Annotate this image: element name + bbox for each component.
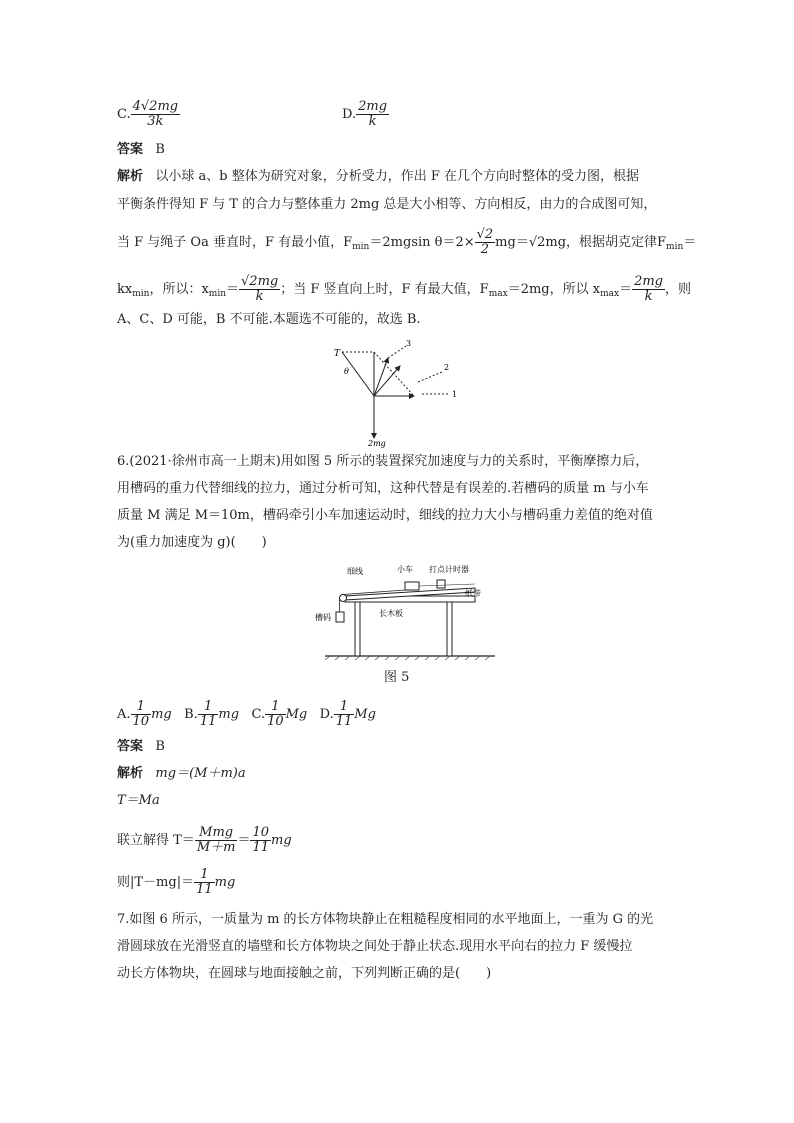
q6-option-c-den: 10: [267, 714, 284, 729]
q6-eq4-prefix: 则|T－mg|＝: [117, 875, 195, 890]
label-3: 3: [406, 339, 412, 348]
q6-analysis-label: 解析: [117, 766, 144, 781]
q6-option-c-unit: Mg: [285, 707, 308, 722]
q6-option-d: [319, 699, 376, 729]
q6-option-a-frac: [131, 700, 152, 729]
q5-l4-sub-min: min: [132, 289, 150, 299]
q6-options: [117, 700, 376, 729]
label-tape: 纸带: [465, 589, 481, 598]
q6-eq4-suffix: mg: [214, 875, 236, 890]
q5-option-c-den: 3k: [147, 114, 164, 129]
label-theta: θ: [344, 367, 349, 376]
q5-l4-frac-num: √2mg: [241, 274, 279, 289]
q5-l4c: ＝: [226, 282, 240, 297]
q6-option-b-frac: [198, 700, 219, 729]
q6-line1: 6.(2021·徐州市高一上期末)用如图 5 所示的装置探究加速度与力的关系时，平衡摩擦力后，: [117, 454, 649, 469]
q5-l4-frac2-den: k: [644, 289, 653, 304]
q5-analysis-text1: 以小球 a、b 整体为研究对象，分析受力，作出 F 在几个方向时整体的受力图，根据: [155, 169, 640, 184]
q6-eq3-suffix: mg: [271, 833, 292, 848]
q5-analysis-line5: A、C、D 可能，B 不可能.本题选不可能的，故选 B.: [117, 312, 421, 327]
q5-option-d-den: k: [368, 114, 377, 129]
q5-l4g: ，则: [665, 282, 692, 297]
q6-analysis: [117, 764, 246, 784]
q5-option-d-num: 2mg: [358, 99, 388, 114]
q6-option-a-num: 1: [131, 700, 152, 715]
q5-l3d: ＝: [683, 235, 697, 250]
label-timer: 打点计时器: [429, 565, 469, 574]
q5-l4e: ＝2mg，所以 x: [507, 282, 601, 297]
q5-l4-sub-min2: min: [208, 289, 226, 299]
q5-l4-sub-max2: max: [600, 289, 620, 299]
q7-line1: 7.如图 6 所示，一质量为 m 的长方体物块静止在粗糙程度相同的水平地面上，一重为 G 的光: [117, 912, 654, 927]
q6-option-b: [184, 699, 240, 729]
q5-l4f: ＝: [619, 282, 633, 297]
label-weight: 槽码: [315, 613, 331, 622]
q6-eq3: [117, 826, 292, 855]
timer: [437, 580, 445, 588]
q5-l3-frac-den: 2: [480, 242, 490, 257]
q5-l3b: ＝2mgsin θ＝2×: [369, 235, 475, 250]
q6-option-c-frac: [265, 700, 286, 729]
q6-option-a: [117, 699, 172, 729]
q5-l4-sub-max: max: [488, 289, 508, 299]
q5-l3c: mg＝√2mg，根据胡克定律F: [495, 235, 667, 250]
q6-option-a-unit: mg: [151, 707, 172, 722]
label-T: T: [334, 349, 341, 359]
q6-eq1: mg＝(M＋m)a: [155, 766, 246, 781]
q5-analysis-label: 解析: [117, 169, 144, 184]
label-board: 长木板: [379, 609, 403, 618]
q5-analysis-line2: 平衡条件得知 F 与 T 的合力与整体重力 2mg 总是大小相等、方向相反，由力的合成图可知，: [117, 197, 657, 212]
q6-eq4-num: 1: [194, 868, 215, 883]
table-leg-right: [447, 602, 452, 656]
q6-eq3-den2: 11: [252, 840, 270, 855]
q7-line3: 动长方体物块，在圆球与地面接触之前，下列判断正确的是( ): [117, 966, 492, 981]
q5-option-c-fraction: [131, 100, 180, 129]
label-1: 1: [452, 390, 458, 399]
q6-option-b-unit: mg: [218, 707, 240, 722]
q5-analysis-line1: [117, 167, 639, 187]
q6-line3: 质量 M 满足 M＝10m，槽码牵引小车加速运动时，细线的拉力大小与槽码重力差值的绝对值: [117, 508, 653, 523]
q5-option-d-label: D.: [342, 107, 357, 122]
label-cart: 小车: [397, 565, 413, 574]
apparatus-figure: [315, 560, 495, 660]
q6-option-d-den: 11: [335, 714, 353, 729]
q5-option-d: [342, 100, 389, 129]
q6-option-d-label: D.: [319, 707, 334, 722]
q6-option-d-unit: Mg: [354, 707, 376, 722]
q5-l3-frac: [475, 228, 496, 257]
q6-answer-label: 答案: [117, 739, 144, 754]
q6-option-a-den: 10: [132, 714, 150, 729]
q6-answer-value: B: [155, 739, 165, 754]
table-leg-left: [355, 602, 360, 656]
force-diagram: [330, 338, 470, 448]
paper-tape: [419, 584, 475, 586]
q5-option-c-label: C.: [117, 107, 131, 122]
q5-l4-frac2-num: 2mg: [634, 274, 663, 289]
q6-eq4-den: 11: [196, 882, 213, 897]
q6-option-c-label: C.: [251, 707, 266, 722]
q6-eq2: T＝Ma: [117, 793, 160, 808]
q6-eq3-num2: 10: [252, 825, 270, 840]
q5-l4-frac: [239, 275, 280, 304]
q6-option-b-den: 11: [199, 714, 217, 729]
q5-l3-sub: min: [352, 242, 370, 252]
q6-eq3-num: Mmg: [195, 826, 238, 841]
q6-eq3-frac2: [250, 826, 271, 855]
q6-eq3-mid: ＝: [237, 833, 251, 848]
q6-eq3-frac1: [195, 826, 238, 855]
q6-answer: [117, 737, 165, 757]
q6-eq3-den: M＋m: [196, 840, 236, 855]
q5-option-d-fraction: [356, 100, 389, 129]
dashed-3: [388, 346, 406, 358]
q6-eq4-frac: [194, 868, 215, 897]
label-rope: 细线: [347, 567, 363, 576]
q5-l4-frac2: [632, 275, 665, 304]
q6-line4: 为(重力加速度为 g)( ): [117, 535, 267, 550]
q5-answer-value: B: [155, 142, 165, 157]
force-arrow-2: [374, 366, 400, 396]
label-2: 2: [444, 363, 450, 372]
q5-analysis-line4: [117, 275, 691, 304]
q5-l4d: ；当 F 竖直向上时，F 有最大值，F: [280, 282, 489, 297]
q6-option-b-num: 1: [198, 700, 219, 715]
q6-option-a-label: A.: [117, 707, 131, 722]
q5-l3-frac-num: √2: [476, 227, 494, 242]
q6-option-d-frac: [334, 700, 355, 729]
q5-l4a: kx: [117, 282, 133, 297]
q6-line2: 用槽码的重力代替细线的拉力，通过分析可知，这种代替是有误差的.若槽码的质量 m 与小车: [117, 481, 649, 496]
q6-option-b-label: B.: [184, 707, 198, 722]
q6-eq4: [117, 868, 235, 897]
q5-option-c-num: 4√2mg: [132, 99, 179, 114]
q5-l4-frac-den: k: [255, 289, 264, 304]
q6-eq3-prefix: 联立解得 T＝: [117, 833, 195, 848]
q5-l3a: 当 F 与绳子 Oa 垂直时，F 有最小值，F: [117, 235, 353, 250]
q5-answer: [117, 140, 165, 160]
q7-line2: 滑圆球放在光滑竖直的墙壁和长方体物块之间处于静止状态.现用水平向右的拉力 F 缓慢拉: [117, 939, 633, 954]
q5-option-c: [117, 100, 180, 129]
q6-option-c-num: 1: [265, 700, 286, 715]
q6-option-d-num: 1: [334, 700, 355, 715]
q5-l4b: ，所以：x: [149, 282, 209, 297]
dashed-2: [418, 372, 442, 382]
pulley: [340, 595, 347, 602]
q5-analysis-line3: [117, 228, 696, 257]
hook-weight: [336, 612, 344, 622]
cart: [405, 582, 419, 590]
force-arrow-3: [374, 358, 388, 396]
q5-answer-label: 答案: [117, 142, 144, 157]
q5-l3-sub2: min: [666, 242, 684, 252]
q6-option-c: [251, 699, 308, 729]
fig5-caption: 图 5: [384, 670, 410, 685]
label-2mg: 2mg: [368, 439, 386, 448]
